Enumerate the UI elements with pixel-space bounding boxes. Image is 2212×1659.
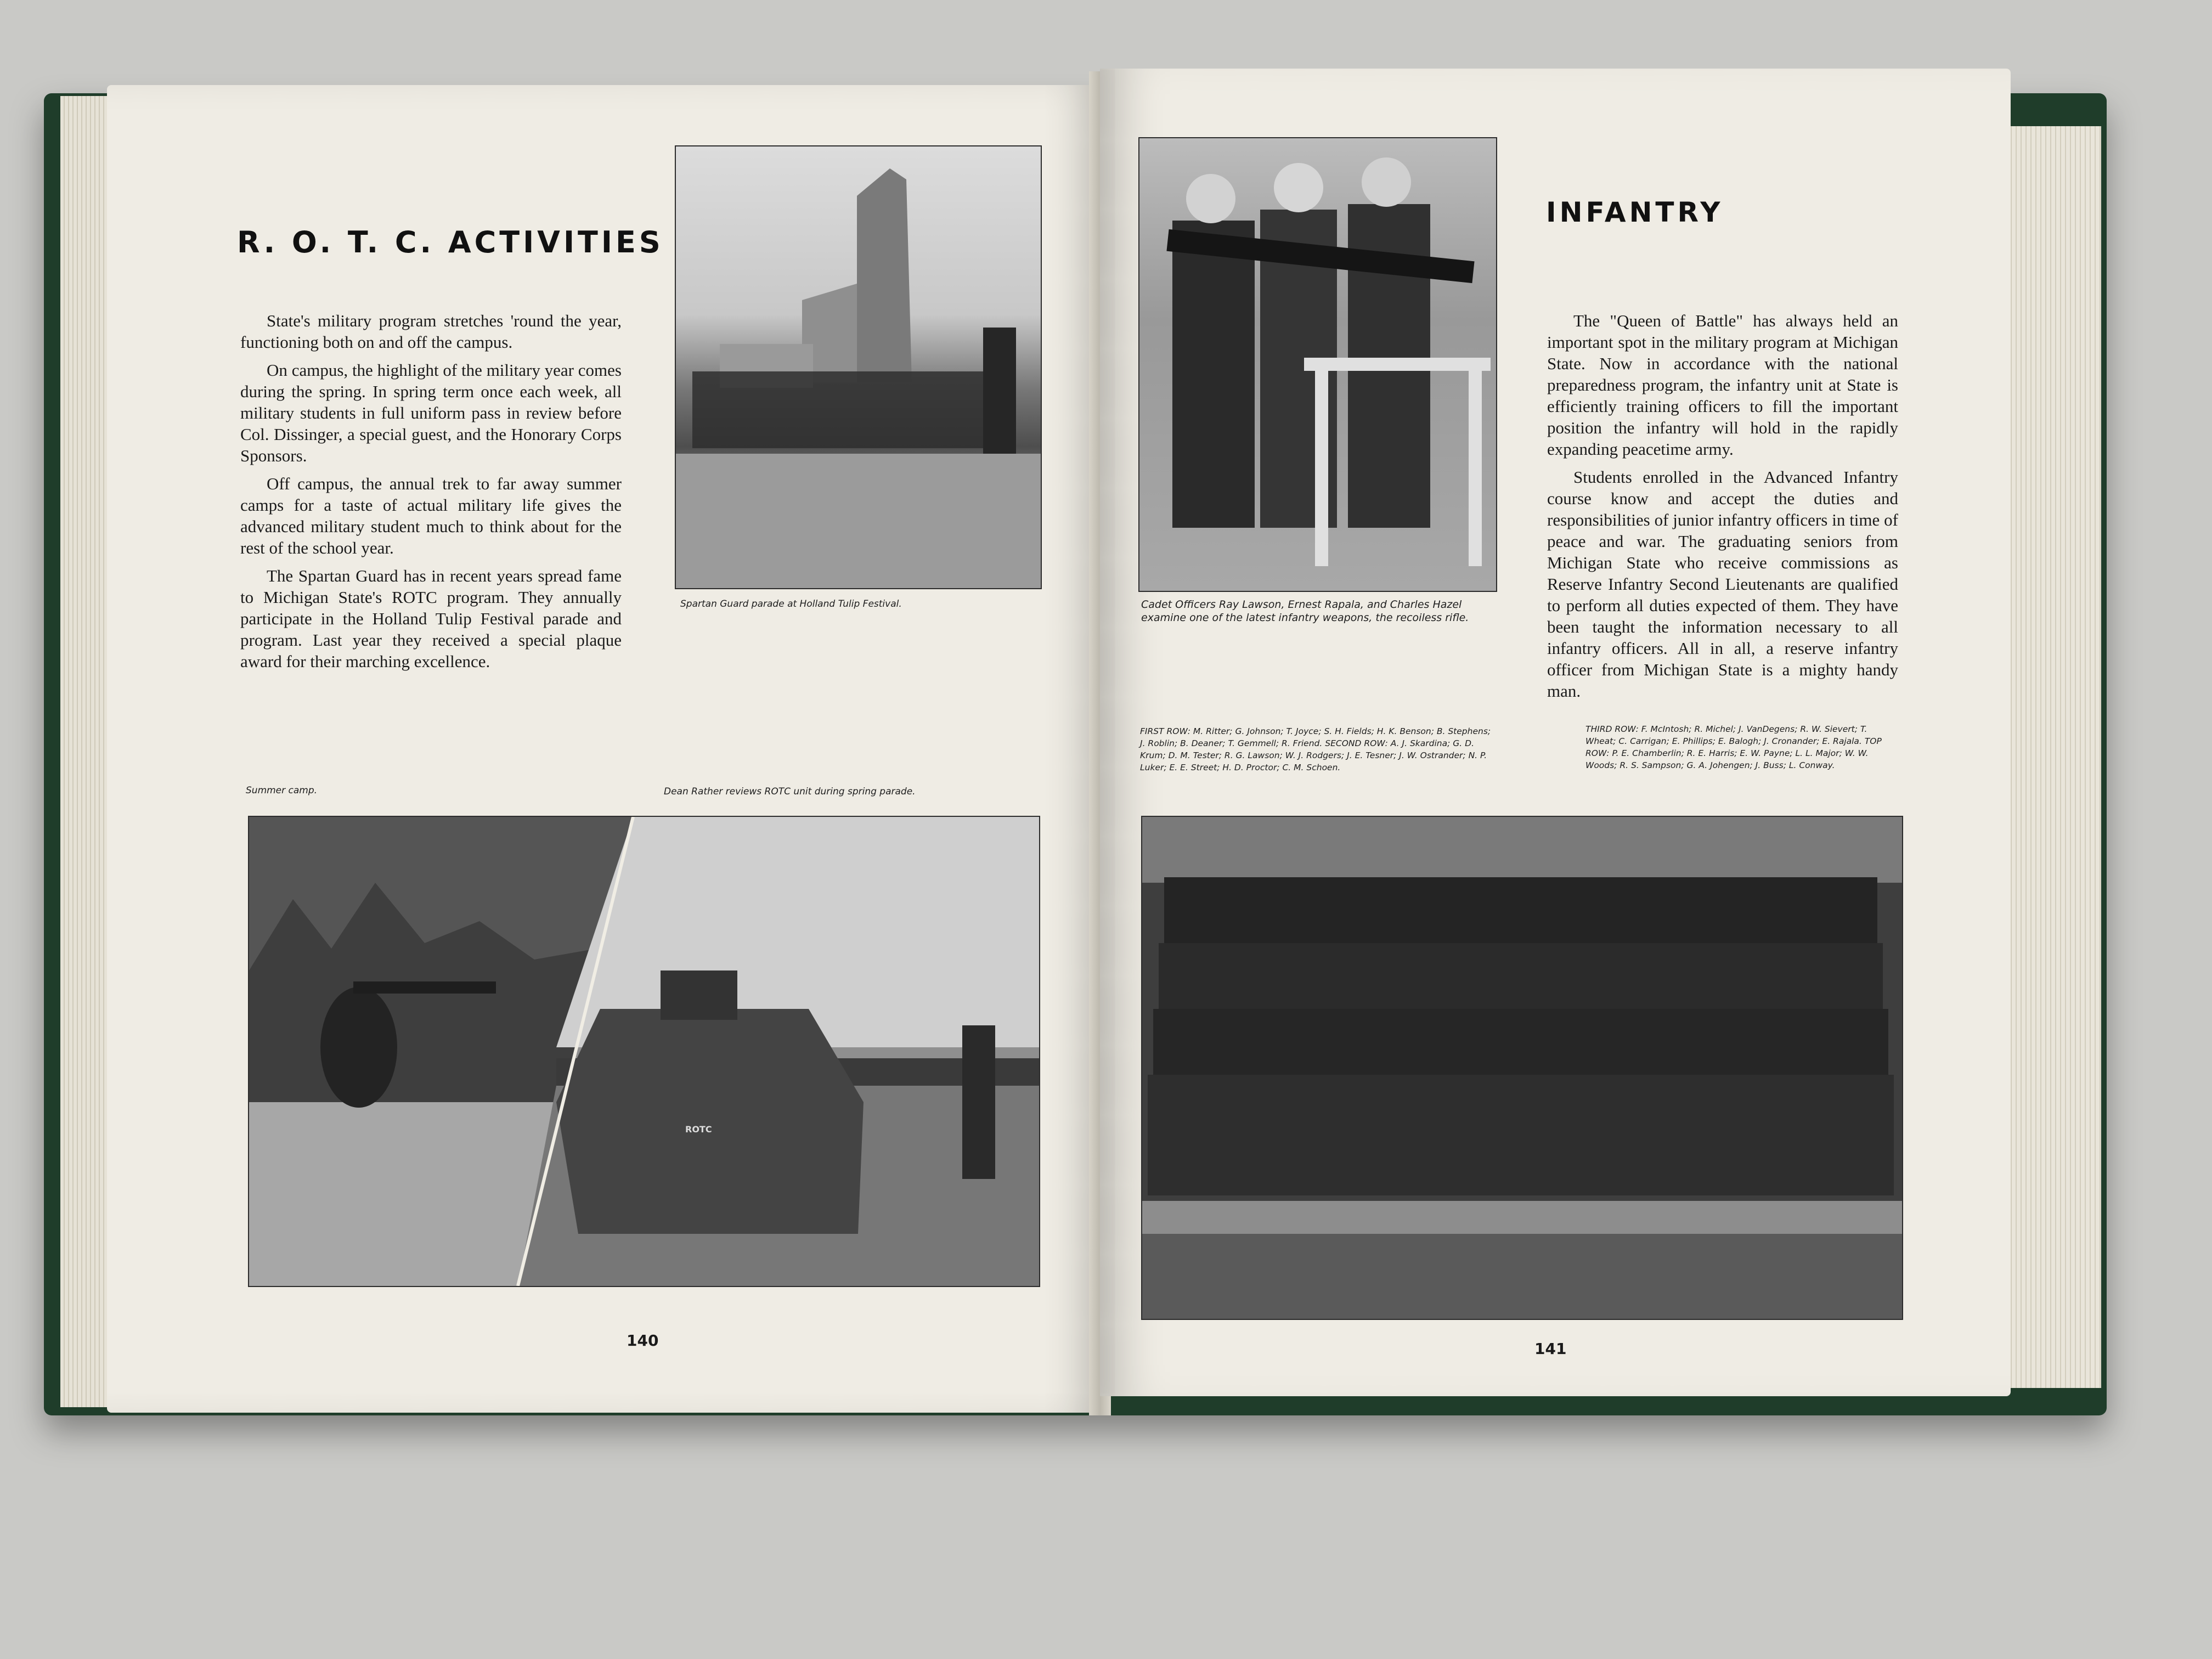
- infantry-title: INFANTRY: [1546, 196, 1724, 228]
- recoilless-rifle-caption: Cadet Officers Ray Lawson, Ernest Rapala, and Charles Hazel examine one of the latest infantry weapons, the recoiless rifle.: [1141, 599, 1469, 624]
- roster-right: THIRD ROW: F. McIntosh; R. Michel; J. VanDegens; R. W. Sievert; T. Wheat; C. Carrigan; E. Phillips; E. Balogh; J. Cronander; E. Rajala. TOP ROW: P. E. Chamberlin; R. E. Harris; E. W. Payne; L. L. Major; W. W. Woods; R. S. Sampson; G. A. Johengen; J. Buss; L. Conway.: [1585, 724, 1882, 770]
- infantry-group-photo: [1141, 816, 1903, 1320]
- group-illustration: [1142, 817, 1902, 1319]
- rotc-paragraph: On campus, the highlight of the military year comes during the spring. In spring term once each week, all military students in full uniform pass in review before Col. Dissinger, a special guest, and the Honorary Corps Sponsors.: [240, 360, 622, 465]
- right-page-edges: [1997, 126, 2101, 1388]
- recoilless-rifle-photo: [1138, 137, 1497, 592]
- infantry-paragraph: Students enrolled in the Advanced Infantry course know and accept the duties and responsibilities of junior infantry officers in time of peace and war. The graduating seniors from Michigan State who receive commissions as Reserve Infantry Second Lieutenants are qualified to perform all duties expected of them. They have been taught the information necessary to all infantry officers. All in all, a reserve infantry officer from Michigan State is a mighty handy man.: [1547, 467, 1898, 701]
- cadets-illustration: [1139, 138, 1496, 591]
- summer-camp-and-dean-photo: [248, 816, 1040, 1287]
- parade-photo: [675, 145, 1042, 589]
- roster-left: FIRST ROW: M. Ritter; G. Johnson; T. Joyce; S. H. Fields; H. K. Benson; B. Stephens; J. Roblin; B. Deaner; T. Gemmell; R. Friend. SECOND ROW: A. J. Skardina; G. D. Krum; D. M. Tester; R. G. Lawson; W. J. Rodgers; J. E. Tesner; J. W. Ostrander; N. P. Luker; E. E. Street; H. D. Proctor; C. M. Schoen.: [1140, 726, 1491, 772]
- dean-rather-caption: Dean Rather reviews ROTC unit during spring parade.: [664, 786, 916, 797]
- parade-caption: Spartan Guard parade at Holland Tulip Festival.: [680, 599, 902, 610]
- rotc-paragraph: State's military program stretches 'round the year, functioning both on and off the campus.: [240, 311, 622, 352]
- parade-illustration: [676, 146, 1041, 588]
- rotc-activities-title: R. O. T. C. ACTIVITIES: [237, 225, 664, 259]
- rotc-paragraph: Off campus, the annual trek to far away summer camps for a taste of actual military life gives the advanced military student much to think about for the rest of the school year.: [240, 474, 622, 557]
- summer-camp-caption: Summer camp.: [246, 785, 318, 796]
- infantry-paragraph: The "Queen of Battle" has always held an important spot in the military program at Michigan State. Now in accordance with the national preparedness program, the infantry unit at State is efficiently training officers to fill the important position the infantry will hold in the rapidly expanding peacetime army.: [1547, 311, 1898, 459]
- infantry-body-text: [1547, 310, 1898, 708]
- rotc-paragraph: The Spartan Guard has in recent years spread fame to Michigan State's ROTC program. They annually participate in the Holland Tulip Festival parade and program. Last year they received a special plaque award for their marching excellence.: [240, 566, 622, 671]
- summer-camp-illustration: [249, 817, 1039, 1286]
- page-number-140: 140: [627, 1331, 659, 1350]
- vehicle-marking: ROTC: [685, 1124, 712, 1135]
- page-number-141: 141: [1534, 1340, 1567, 1358]
- rotc-body-text: [240, 310, 622, 679]
